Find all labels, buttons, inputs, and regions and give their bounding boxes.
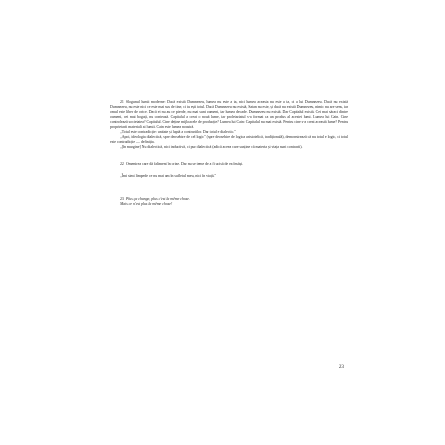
paragraph-21 — [110, 100, 348, 130]
paragraph-text: Omenirea care dă faliment în crize. Dar nu se teme de a fi ucisă de ea însăși. — [125, 161, 244, 166]
paragraph-21-b — [110, 135, 348, 145]
paragraph-text: „Apoi, ideologia dialectică, spre deosebire de cel logic" (spre deosebire de logica aristotelică, tradițională), demonstrează că nu totul e logic, ci totul este contradicție — definiția. — [110, 134, 348, 144]
page-number: 23 — [338, 364, 344, 370]
paragraph-23-quote — [110, 202, 348, 207]
paragraph-number: 23 — [120, 197, 124, 202]
paragraph-text: Slogunul lumii moderne: Dacă există Dumnezeu, lumea nu este a ta, nici lumea aceasta nu este a ta, ci a lui Dumnezeu. Dacă nu există Dumnezeu, nu este nici ce este mai sus de tine, ci tu ești totul. Dacă Dumnezeu nu există, Satan nu este, și dacă nu există Dumnezeu, nimic nu are sens, iar omul este liber de orice. Dacă ei nu au ce pierde, nu mai sunt oameni, iar lumea decade. Dumnezeu nu există. Dar Capitalul există. Cei mai săraci dintre oameni, cei mai bogați, nu contează. Capitalul a creat o nouă lume, iar proletariatul s-a format ca un produs al acestei lumi. Lumea lui Cain. Cine controlează societatea? Capitalul. Cine deține mijloacele de producție? Lumea lui Cain: Capitalul nu mai există. Pentru cine s-a creat această lume? Pentru proprietarii materiali ai lumii. Cain este lumea noastră. — [110, 100, 348, 129]
spacer — [110, 179, 348, 197]
paragraph-text: Plus ça change, plus c'est la même chose. — [125, 197, 190, 202]
paragraph-number: 22 — [120, 161, 124, 166]
spacer — [110, 150, 348, 162]
paragraph-text: „[în margine] Nu dialectică, nici inductivă, ci pur dialectică (adică aceea care susține că materia și viața sunt contrarii). — [120, 144, 303, 149]
quote-text: Mais ce n'est plus la même chose! — [120, 202, 173, 207]
quote-text: „Totul este contradicție: unitate și luptă a contrariilor. Dar totul e dialectic." — [120, 129, 236, 134]
main-text-block — [110, 100, 348, 207]
paragraph-number: 21 — [120, 100, 124, 104]
quote-text: „Îmi simt limpede ce nu mai am în sufletul meu, nici în viață." — [120, 174, 217, 179]
